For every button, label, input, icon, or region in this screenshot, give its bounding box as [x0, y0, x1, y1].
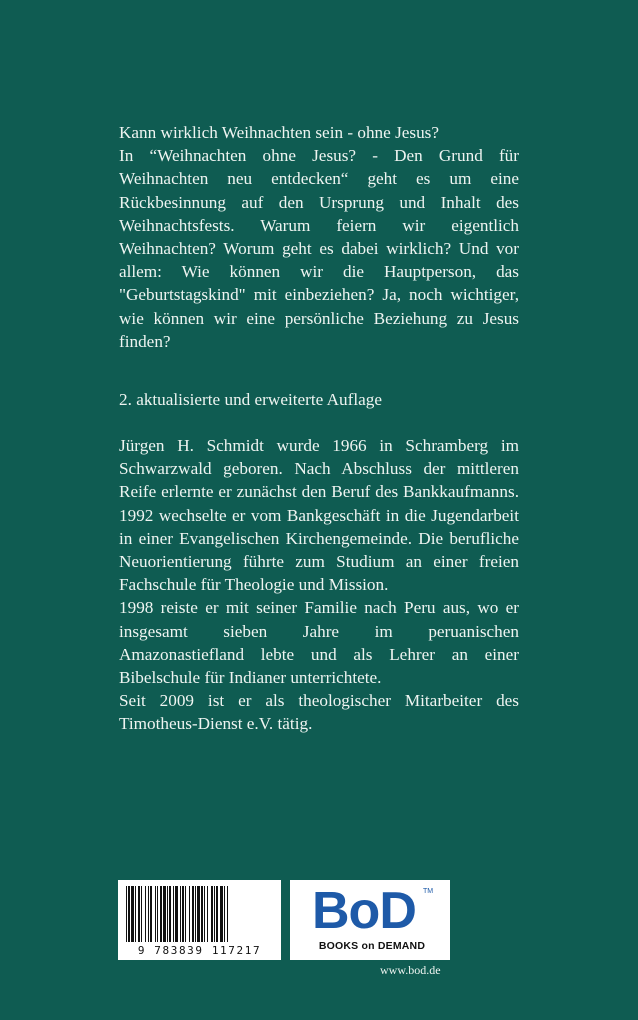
- barcode-bar: [192, 886, 194, 942]
- blurb-body: In “Weihnachten ohne Jesus? - Den Grund für Weihnachten neu entdecken“ geht es um eine Rückbesinnung auf den Ursprung und Inhalt des Weihnachtsfests. Warum feiern wir eigentlich Weihnachten? Worum geht es dabei wirklich? Und vor allem: Wie können wir die Hauptperson, das "Geburtstagskind" mit einbeziehen? Ja, noch wichtiger, wie können wir eine persönliche Beziehung zu Jesus finden?: [119, 146, 519, 351]
- bio-paragraph-1: Jürgen H. Schmidt wurde 1966 in Schramberg im Schwarzwald geboren. Nach Abschluss der mittleren Reife erlernte er zunächst den Beruf des Bankkaufmanns. 1992 wechselte er vom Bankgeschäft in die Jugendarbeit in einer Evangelischen Kirchengemeinde. Die berufliche Neuorientierung führte zum Studium an einer freien Fachschule für Theologie und Mission.: [119, 436, 519, 595]
- barcode-bar: [167, 886, 168, 942]
- barcode-bars: [124, 886, 275, 942]
- barcode-bar: [135, 886, 136, 942]
- barcode-bar: [180, 886, 181, 942]
- barcode-bar: [128, 886, 130, 942]
- barcode-bar: [201, 886, 203, 942]
- barcode-bar: [163, 886, 166, 942]
- barcode-bar: [197, 886, 200, 942]
- barcode-bar: [175, 886, 178, 942]
- barcode-bar: [182, 886, 184, 942]
- barcode-bar: [211, 886, 213, 942]
- isbn-barcode: [118, 880, 281, 960]
- barcode-bar: [214, 886, 215, 942]
- publisher-url: www.bod.de: [380, 963, 441, 977]
- barcode-bar: [131, 886, 134, 942]
- bod-trademark: TM: [423, 888, 434, 895]
- edition-block: [119, 388, 519, 411]
- barcode-bar: [155, 886, 156, 942]
- isbn-digits: 9 783839 117217: [137, 944, 262, 957]
- barcode-bar: [138, 886, 140, 942]
- barcode-bar: [148, 886, 149, 942]
- barcode-bar: [220, 886, 223, 942]
- barcode-bar: [227, 886, 228, 942]
- bio-paragraph-2: 1998 reiste er mit seiner Familie nach Peru aus, wo er insgesamt sieben Jahre im peruanischen Amazonastiefland lebte und als Lehrer an einer Bibelschule für Indianer unterrichtete.: [119, 598, 519, 688]
- bio-paragraph-3: Seit 2009 ist er als theologischer Mitarbeiter des Timotheus-Dienst e.V. tätig.: [119, 691, 519, 734]
- barcode-bar: [160, 886, 162, 942]
- barcode-bar: [126, 886, 127, 942]
- barcode-bar: [189, 886, 190, 942]
- bod-tagline: BOOKS on DEMAND: [318, 940, 426, 952]
- bod-mark: BoD: [312, 882, 416, 940]
- barcode-bar: [224, 886, 225, 942]
- barcode-bar: [216, 886, 218, 942]
- edition-note: 2. aktualisierte und erweiterte Auflage: [119, 390, 382, 409]
- barcode-bar: [145, 886, 146, 942]
- author-bio: [119, 434, 519, 736]
- barcode-bar: [150, 886, 152, 942]
- barcode-bar: [204, 886, 205, 942]
- blurb-question: Kann wirklich Weihnachten sein - ohne Jesus?: [119, 123, 439, 142]
- barcode-bar: [185, 886, 186, 942]
- barcode-bar: [195, 886, 196, 942]
- barcode-bar: [173, 886, 174, 942]
- barcode-bar: [169, 886, 171, 942]
- barcode-bar: [141, 886, 142, 942]
- barcode-bar: [157, 886, 158, 942]
- barcode-bar: [207, 886, 208, 942]
- bod-logo: [290, 880, 450, 960]
- blurb-block: [119, 121, 519, 353]
